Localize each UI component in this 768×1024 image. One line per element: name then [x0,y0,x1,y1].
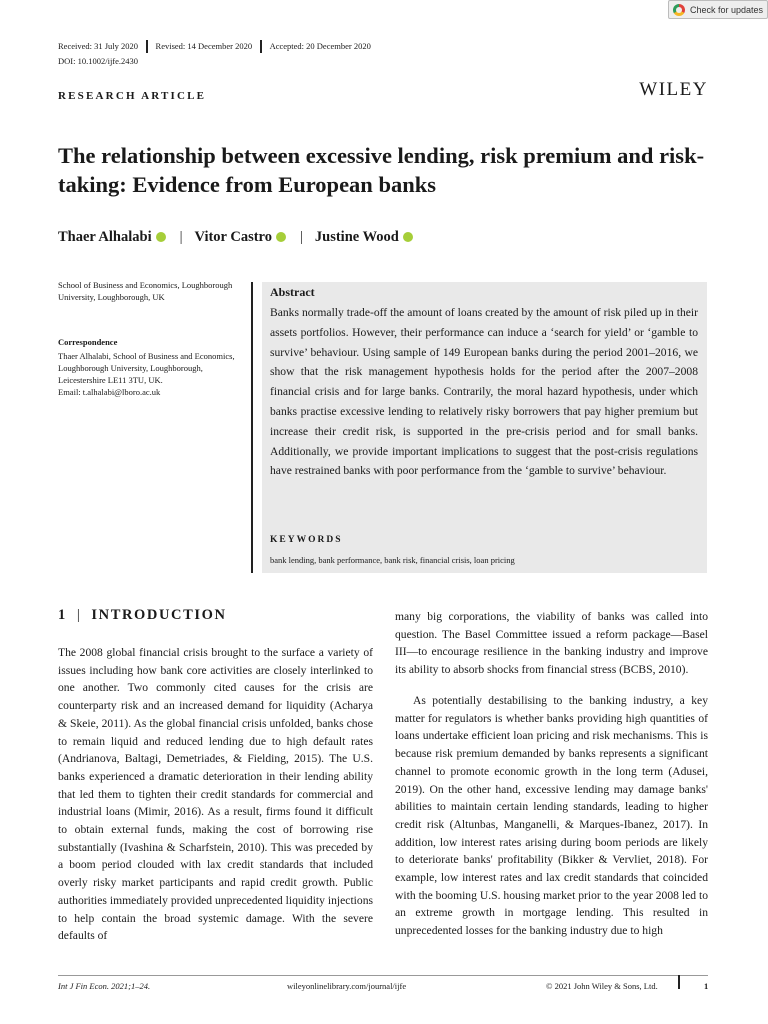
check-for-updates-button[interactable] [668,0,768,19]
author-list [58,229,413,246]
dates-line [58,39,371,53]
abstract-text: Banks normally trade-off the amount of loans created by the amount of risk piled up in their assets portfolios. However, their performance can induce a ‘search for yield’ or ‘gamble to survive’ behaviour. Using sample of 149 European banks during the period 2001–2016, we show that the risk management hypothesis holds for the period after the 2007–2008 financial crisis and for large banks. Contrarily, the moral hazard hypothesis, under which banks practise excessive lending to relatively risky borrowers that pay higher premium but increase their credit risk, is supported in the pre-crisis period and for small banks. Additionally, we provide important implications to suggest that the post-crisis regulations have restrained banks with poor performance from the ‘gamble to survive’ behaviour. [270,306,698,478]
article-type-label: RESEARCH ARTICLE [58,90,207,102]
doi-link[interactable]: DOI: 10.1002/ijfe.2430 [58,56,139,66]
orcid-icon[interactable] [156,232,166,242]
check-for-updates-label: Check for updates [690,4,764,15]
abstract-rule [251,282,253,573]
received-date: Received: 31 July 2020 [58,41,139,51]
correspondence-address: Thaer Alhalabi, School of Business and Economics, Loughborough University, Loughborough, Leicestershire LE11 3TU, UK. [58,351,235,385]
article-title: The relationship between excessive lending, risk premium and risk-taking: Evidence from European banks [58,143,705,197]
correspondence-email[interactable]: Email: t.alhalabi@lboro.ac.uk [58,387,161,397]
section-heading [58,607,227,624]
author-separator: | [179,229,183,245]
revised-date: Revised: 14 December 2020 [155,41,253,51]
accepted-date: Accepted: 20 December 2020 [269,41,371,51]
section-separator: | [76,607,82,623]
page-number: 1 [704,981,709,991]
footer-journal: Int J Fin Econ. 2021;1–24. [58,981,151,991]
section-number: 1 [58,607,67,623]
correspondence-heading: Correspondence [58,337,118,347]
divider [146,40,148,53]
author-name[interactable]: Thaer Alhalabi [58,229,152,245]
keywords-heading: KEYWORDS [270,535,343,545]
keywords-list: bank lending, bank performance, bank risk, financial crisis, loan pricing [270,555,515,565]
divider [260,40,262,53]
author-name[interactable]: Justine Wood [314,229,399,245]
abstract-heading: Abstract [270,285,315,299]
orcid-icon[interactable] [403,232,413,242]
body-paragraph: The 2008 global financial crisis brought to the surface a variety of issues including how bank core activities are closely interlinked to one another. Two commonly cited causes for the crisis are counterparty risk and an increased demand for liquidity (Acharya & Skeie, 2011). As the global financial crisis unfolded, banks chose to remain liquid and reduced lending due to high default rates (Andrianova, Baltagi, Demetriades, & Fielding, 2015). The U.S. banks experienced a dramatic deterioration in their lending ability that led them to tighten their credit standards for commercial and industrial loans (Mimir, 2016). As a result, firms found it difficult to obtain external funds, making the cost of borrowing rise substantially (Ivashina & Scharfstein, 2010). This was preceded by a boom period clouded with lax credit standards that included overly risky market participants and rapid credit growth. Public authorities immediately provided unprecedented liquidity injections to help contain the broad systemic damage. With the severe defaults of [58,646,373,943]
footer-rule [58,975,708,976]
correspondence-details [58,350,243,398]
crossmark-icon [673,4,685,16]
footer-url[interactable]: wileyonlinelibrary.com/journal/ijfe [287,981,407,991]
footer-divider [678,975,680,989]
orcid-icon[interactable] [276,232,286,242]
body-paragraph: As potentially destabilising to the banking industry, a key matter for regulators is whether banks providing high quantities of loans undertake efficient loan pricing and risk mechanisms. This is because risk premium demanded by banks represents a significant channel to promote economic growth in the long term (Adusei, 2019). On the other hand, excessive lending may damage banks' abilities to maintain certain lending standards, leading to higher credit risk (Altunbas, Manganelli, & Marques-Ibanez, 2017). In addition, low interest rates arising during boom periods are likely to deteriorate banks' profitability (Bikker & Vervliet, 2018). For example, low interest rates and lax credit standards that coincided with the booming U.S. housing market prior to the year 2008 led to an extreme growth in mortgage lending. This resulted in unprecedented losses for the banking industry due to high [395,694,708,938]
footer-copyright: © 2021 John Wiley & Sons, Ltd. [546,981,658,991]
body-paragraph: many big corporations, the viability of banks was called into question. The Basel Committee issued a reform package—Basel III—to encourage resilience in the banking industry and improve its ability to absorb shocks from financial stress (BCBS, 2010). [395,610,708,677]
author-name[interactable]: Vitor Castro [194,229,272,245]
author-separator: | [299,229,303,245]
affiliation: School of Business and Economics, Loughborough University, Loughborough, UK [58,280,233,302]
publisher-logo: WILEY [639,79,708,100]
section-title: INTRODUCTION [91,607,227,623]
